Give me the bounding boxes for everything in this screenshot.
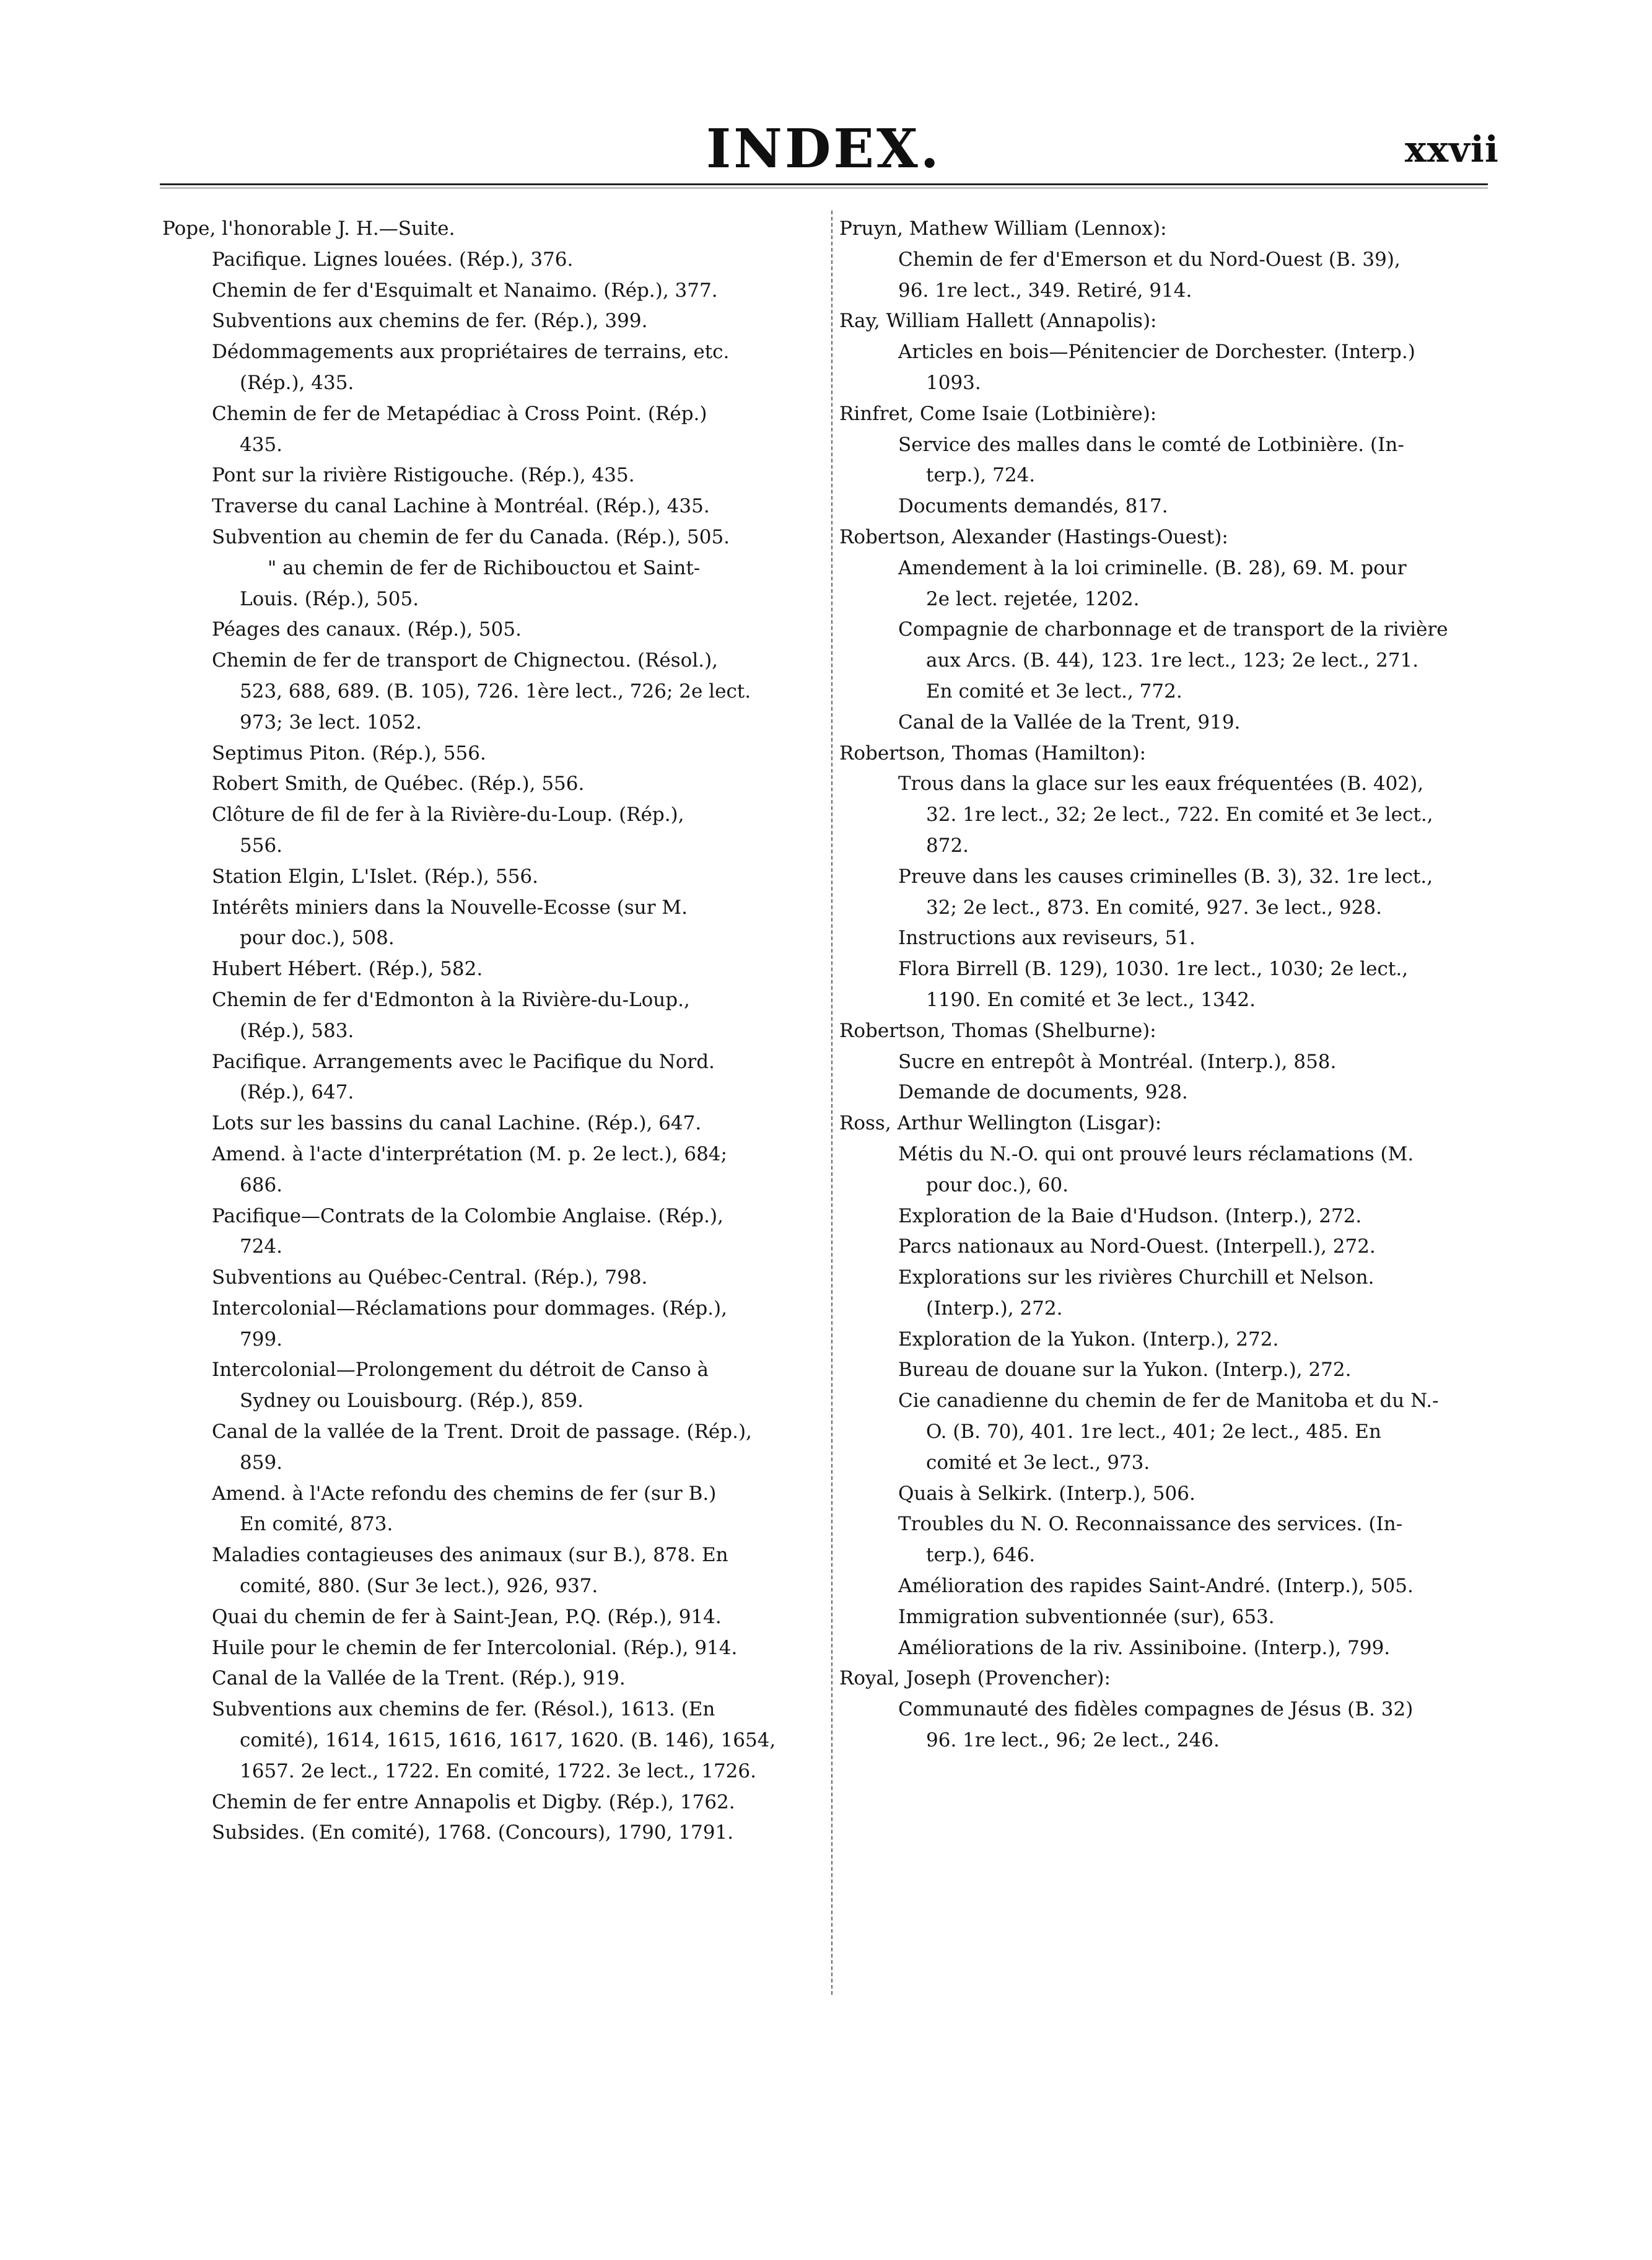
index-entry-heading: Rinfret, Come Isaie (Lotbinière): bbox=[839, 402, 1157, 425]
index-entry-heading: Robertson, Thomas (Hamilton): bbox=[839, 742, 1147, 764]
index-entry-line: Subventions au Québec-Central. (Rép.), 798. bbox=[212, 1266, 648, 1289]
index-entry-line: Preuve dans les causes criminelles (B. 3), 32. 1re lect., bbox=[898, 865, 1433, 888]
index-entry-line: terp.), 646. bbox=[926, 1544, 1036, 1567]
index-entry-line: Améliorations de la riv. Assiniboine. (Interp.), 799. bbox=[898, 1636, 1391, 1659]
index-entry-line: Intercolonial—Prolongement du détroit de Canso à bbox=[212, 1359, 709, 1382]
index-entry-line: 872. bbox=[926, 834, 969, 857]
index-entry-line: En comité et 3e lect., 772. bbox=[926, 680, 1182, 703]
index-entry-line: Canal de la vallée de la Trent. Droit de passage. (Rép.), bbox=[212, 1421, 752, 1443]
index-entry-line: Amendement à la loi criminelle. (B. 28), 69. M. pour bbox=[898, 556, 1407, 579]
index-entry-heading: Robertson, Thomas (Shelburne): bbox=[839, 1019, 1156, 1042]
index-entry-heading: Pope, l'honorable J. H.—Suite. bbox=[162, 217, 455, 240]
index-entry-line: Pont sur la rivière Ristigouche. (Rép.), 435. bbox=[212, 464, 635, 487]
column-divider bbox=[831, 211, 833, 1995]
index-entry-line: 556. bbox=[240, 834, 283, 857]
index-entry-line: Chemin de fer de Metapédiac à Cross Point. (Rép.) bbox=[212, 402, 707, 425]
index-entry-line: 724. bbox=[240, 1235, 283, 1258]
index-entry-line: Chemin de fer d'Edmonton à la Rivière-du-Loup., bbox=[212, 988, 690, 1011]
index-entry-line: Clôture de fil de fer à la Rivière-du-Loup. (Rép.), bbox=[212, 804, 684, 826]
page-title: INDEX. bbox=[706, 118, 942, 180]
index-entry-line: Compagnie de charbonnage et de transport de la rivière bbox=[898, 618, 1448, 641]
index-entry-line: 686. bbox=[240, 1173, 283, 1196]
index-entry-line: En comité, 873. bbox=[240, 1513, 393, 1536]
index-entry-line: Huile pour le chemin de fer Intercolonial. (Rép.), 914. bbox=[212, 1636, 738, 1659]
page-number: xxvii bbox=[1405, 128, 1499, 170]
index-entry-line: Canal de la Vallée de la Trent, 919. bbox=[898, 711, 1241, 734]
index-entry-line: Canal de la Vallée de la Trent. (Rép.), 919. bbox=[212, 1667, 626, 1690]
index-entry-line: Chemin de fer d'Esquimalt et Nanaimo. (Rép.), 377. bbox=[212, 279, 718, 302]
index-entry-line: Articles en bois—Pénitencier de Dorchester. (Interp.) bbox=[898, 341, 1415, 364]
index-entry-line: Chemin de fer de transport de Chignectou. (Résol.), bbox=[212, 649, 719, 672]
index-entry-heading: Robertson, Alexander (Hastings-Ouest): bbox=[839, 525, 1228, 548]
index-entry-line: comité), 1614, 1615, 1616, 1617, 1620. (B. 146), 1654, bbox=[240, 1729, 776, 1752]
index-entry-line: Intérêts miniers dans la Nouvelle-Ecosse (sur M. bbox=[212, 896, 688, 919]
index-entry-line: comité, 880. (Sur 3e lect.), 926, 937. bbox=[240, 1575, 598, 1598]
index-entry-line: 435. bbox=[240, 433, 283, 456]
index-entry-line: Cie canadienne du chemin de fer de Manitoba et du N.- bbox=[898, 1390, 1439, 1412]
index-entry-heading: Royal, Joseph (Provencher): bbox=[839, 1667, 1111, 1690]
index-entry-line: Pacifique. Lignes louées. (Rép.), 376. bbox=[212, 248, 574, 271]
index-entry-line: Service des malles dans le comté de Lotbinière. (In- bbox=[898, 433, 1404, 456]
index-entry-line: Péages des canaux. (Rép.), 505. bbox=[212, 618, 522, 641]
right-column bbox=[839, 214, 1496, 1756]
index-entry-line: Instructions aux reviseurs, 51. bbox=[898, 927, 1195, 950]
index-entry-line: Parcs nationaux au Nord-Ouest. (Interpell.), 272. bbox=[898, 1235, 1376, 1258]
index-entry-line: 799. bbox=[240, 1328, 283, 1351]
index-entry-line: 32; 2e lect., 873. En comité, 927. 3e lect., 928. bbox=[926, 896, 1382, 919]
index-entry-line: Documents demandés, 817. bbox=[898, 495, 1168, 518]
index-entry-line: pour doc.), 60. bbox=[926, 1173, 1069, 1196]
index-entry-line: Pacifique. Arrangements avec le Pacifique du Nord. bbox=[212, 1050, 715, 1073]
index-entry-line: Amélioration des rapides Saint-André. (Interp.), 505. bbox=[898, 1575, 1414, 1598]
index-entry-line: Amend. à l'acte d'interprétation (M. p. 2e lect.), 684; bbox=[212, 1142, 727, 1165]
index-entry-line: Chemin de fer entre Annapolis et Digby. (Rép.), 1762. bbox=[212, 1790, 735, 1813]
index-entry-line: aux Arcs. (B. 44), 123. 1re lect., 123; 2e lect., 271. bbox=[926, 649, 1419, 672]
index-entry-line: Lots sur les bassins du canal Lachine. (Rép.), 647. bbox=[212, 1112, 702, 1135]
index-entry-line: Pacifique—Contrats de la Colombie Anglaise. (Rép.), bbox=[212, 1204, 723, 1227]
index-entry-line: 973; 3e lect. 1052. bbox=[240, 711, 422, 734]
index-entry-line: Exploration de la Yukon. (Interp.), 272. bbox=[898, 1328, 1279, 1351]
index-entry-line: Septimus Piton. (Rép.), 556. bbox=[212, 742, 486, 764]
index-entry-line: 32. 1re lect., 32; 2e lect., 722. En comité et 3e lect., bbox=[926, 804, 1433, 826]
index-entry-line: 2e lect. rejetée, 1202. bbox=[926, 587, 1140, 610]
index-entry-line: (Interp.), 272. bbox=[926, 1297, 1063, 1320]
index-entry-line: Subventions aux chemins de fer. (Rép.), 399. bbox=[212, 310, 648, 333]
index-entry-line: Robert Smith, de Québec. (Rép.), 556. bbox=[212, 773, 585, 795]
index-entry-line: Maladies contagieuses des animaux (sur B.), 878. En bbox=[212, 1544, 728, 1567]
index-entry-line: 96. 1re lect., 349. Retiré, 914. bbox=[898, 279, 1192, 302]
index-entry-line: Communauté des fidèles compagnes de Jésus (B. 32) bbox=[898, 1698, 1414, 1721]
index-entry-line: terp.), 724. bbox=[926, 464, 1036, 487]
index-entry-line: Subventions aux chemins de fer. (Résol.), 1613. (En bbox=[212, 1698, 715, 1721]
index-entry-line: Quais à Selkirk. (Interp.), 506. bbox=[898, 1482, 1195, 1505]
index-entry-line: (Rép.), 583. bbox=[240, 1019, 354, 1042]
index-entry-line: 523, 688, 689. (B. 105), 726. 1ère lect., 726; 2e lect. bbox=[240, 680, 751, 703]
index-entry-line: Hubert Hébert. (Rép.), 582. bbox=[212, 958, 483, 981]
index-entry-line: Amend. à l'Acte refondu des chemins de fer (sur B.) bbox=[212, 1482, 717, 1505]
index-entry-line: Dédommagements aux propriétaires de terrains, etc. bbox=[212, 341, 730, 364]
header-rule bbox=[160, 183, 1488, 185]
index-entry-line: " au chemin de fer de Richibouctou et Saint- bbox=[268, 556, 701, 579]
index-entry-heading: Ray, William Hallett (Annapolis): bbox=[839, 310, 1157, 333]
index-entry-line: Sucre en entrepôt à Montréal. (Interp.), 858. bbox=[898, 1050, 1337, 1073]
index-entry-line: Subsides. (En comité), 1768. (Concours), 1790, 1791. bbox=[212, 1821, 734, 1844]
index-entry-heading: Pruyn, Mathew William (Lennox): bbox=[839, 217, 1167, 240]
index-entry-line: Troubles du N. O. Reconnaissance des services. (In- bbox=[898, 1513, 1403, 1536]
index-entry-line: Demande de documents, 928. bbox=[898, 1081, 1188, 1104]
index-entry-line: Traverse du canal Lachine à Montréal. (Rép.), 435. bbox=[212, 495, 710, 518]
index-entry-line: Métis du N.-O. qui ont prouvé leurs réclamations (M. bbox=[898, 1142, 1414, 1165]
left-column bbox=[162, 214, 819, 1849]
index-entry-heading: Ross, Arthur Wellington (Lisgar): bbox=[839, 1112, 1162, 1135]
index-entry-line: comité et 3e lect., 973. bbox=[926, 1451, 1150, 1474]
index-entry-line: O. (B. 70), 401. 1re lect., 401; 2e lect., 485. En bbox=[926, 1421, 1381, 1443]
index-entry-line: Chemin de fer d'Emerson et du Nord-Ouest (B. 39), bbox=[898, 248, 1401, 271]
index-entry-line: 1190. En comité et 3e lect., 1342. bbox=[926, 988, 1256, 1011]
index-entry-line: Trous dans la glace sur les eaux fréquentées (B. 402), bbox=[898, 773, 1424, 795]
index-entry-line: 1093. bbox=[926, 371, 981, 394]
index-entry-line: Sydney ou Louisbourg. (Rép.), 859. bbox=[240, 1390, 583, 1412]
index-entry-line: Bureau de douane sur la Yukon. (Interp.), 272. bbox=[898, 1359, 1352, 1382]
index-entry-line: Explorations sur les rivières Churchill et Nelson. bbox=[898, 1266, 1374, 1289]
index-entry-line: Flora Birrell (B. 129), 1030. 1re lect., 1030; 2e lect., bbox=[898, 958, 1409, 981]
index-entry-line: 859. bbox=[240, 1451, 283, 1474]
index-entry-line: Immigration subventionnée (sur), 653. bbox=[898, 1605, 1275, 1628]
index-entry-line: Subvention au chemin de fer du Canada. (Rép.), 505. bbox=[212, 525, 730, 548]
index-entry-line: 96. 1re lect., 96; 2e lect., 246. bbox=[926, 1729, 1220, 1752]
index-entry-line: Louis. (Rép.), 505. bbox=[240, 587, 419, 610]
index-entry-line: Intercolonial—Réclamations pour dommages. (Rép.), bbox=[212, 1297, 727, 1320]
index-entry-line: Exploration de la Baie d'Hudson. (Interp.), 272. bbox=[898, 1204, 1362, 1227]
index-entry-line: Quai du chemin de fer à Saint-Jean, P.Q. (Rép.), 914. bbox=[212, 1605, 722, 1628]
index-entry-line: (Rép.), 647. bbox=[240, 1081, 354, 1104]
index-entry-line: Station Elgin, L'Islet. (Rép.), 556. bbox=[212, 865, 538, 888]
index-entry-line: 1657. 2e lect., 1722. En comité, 1722. 3e lect., 1726. bbox=[240, 1759, 756, 1782]
index-entry-line: (Rép.), 435. bbox=[240, 371, 354, 394]
index-entry-line: pour doc.), 508. bbox=[240, 927, 395, 950]
